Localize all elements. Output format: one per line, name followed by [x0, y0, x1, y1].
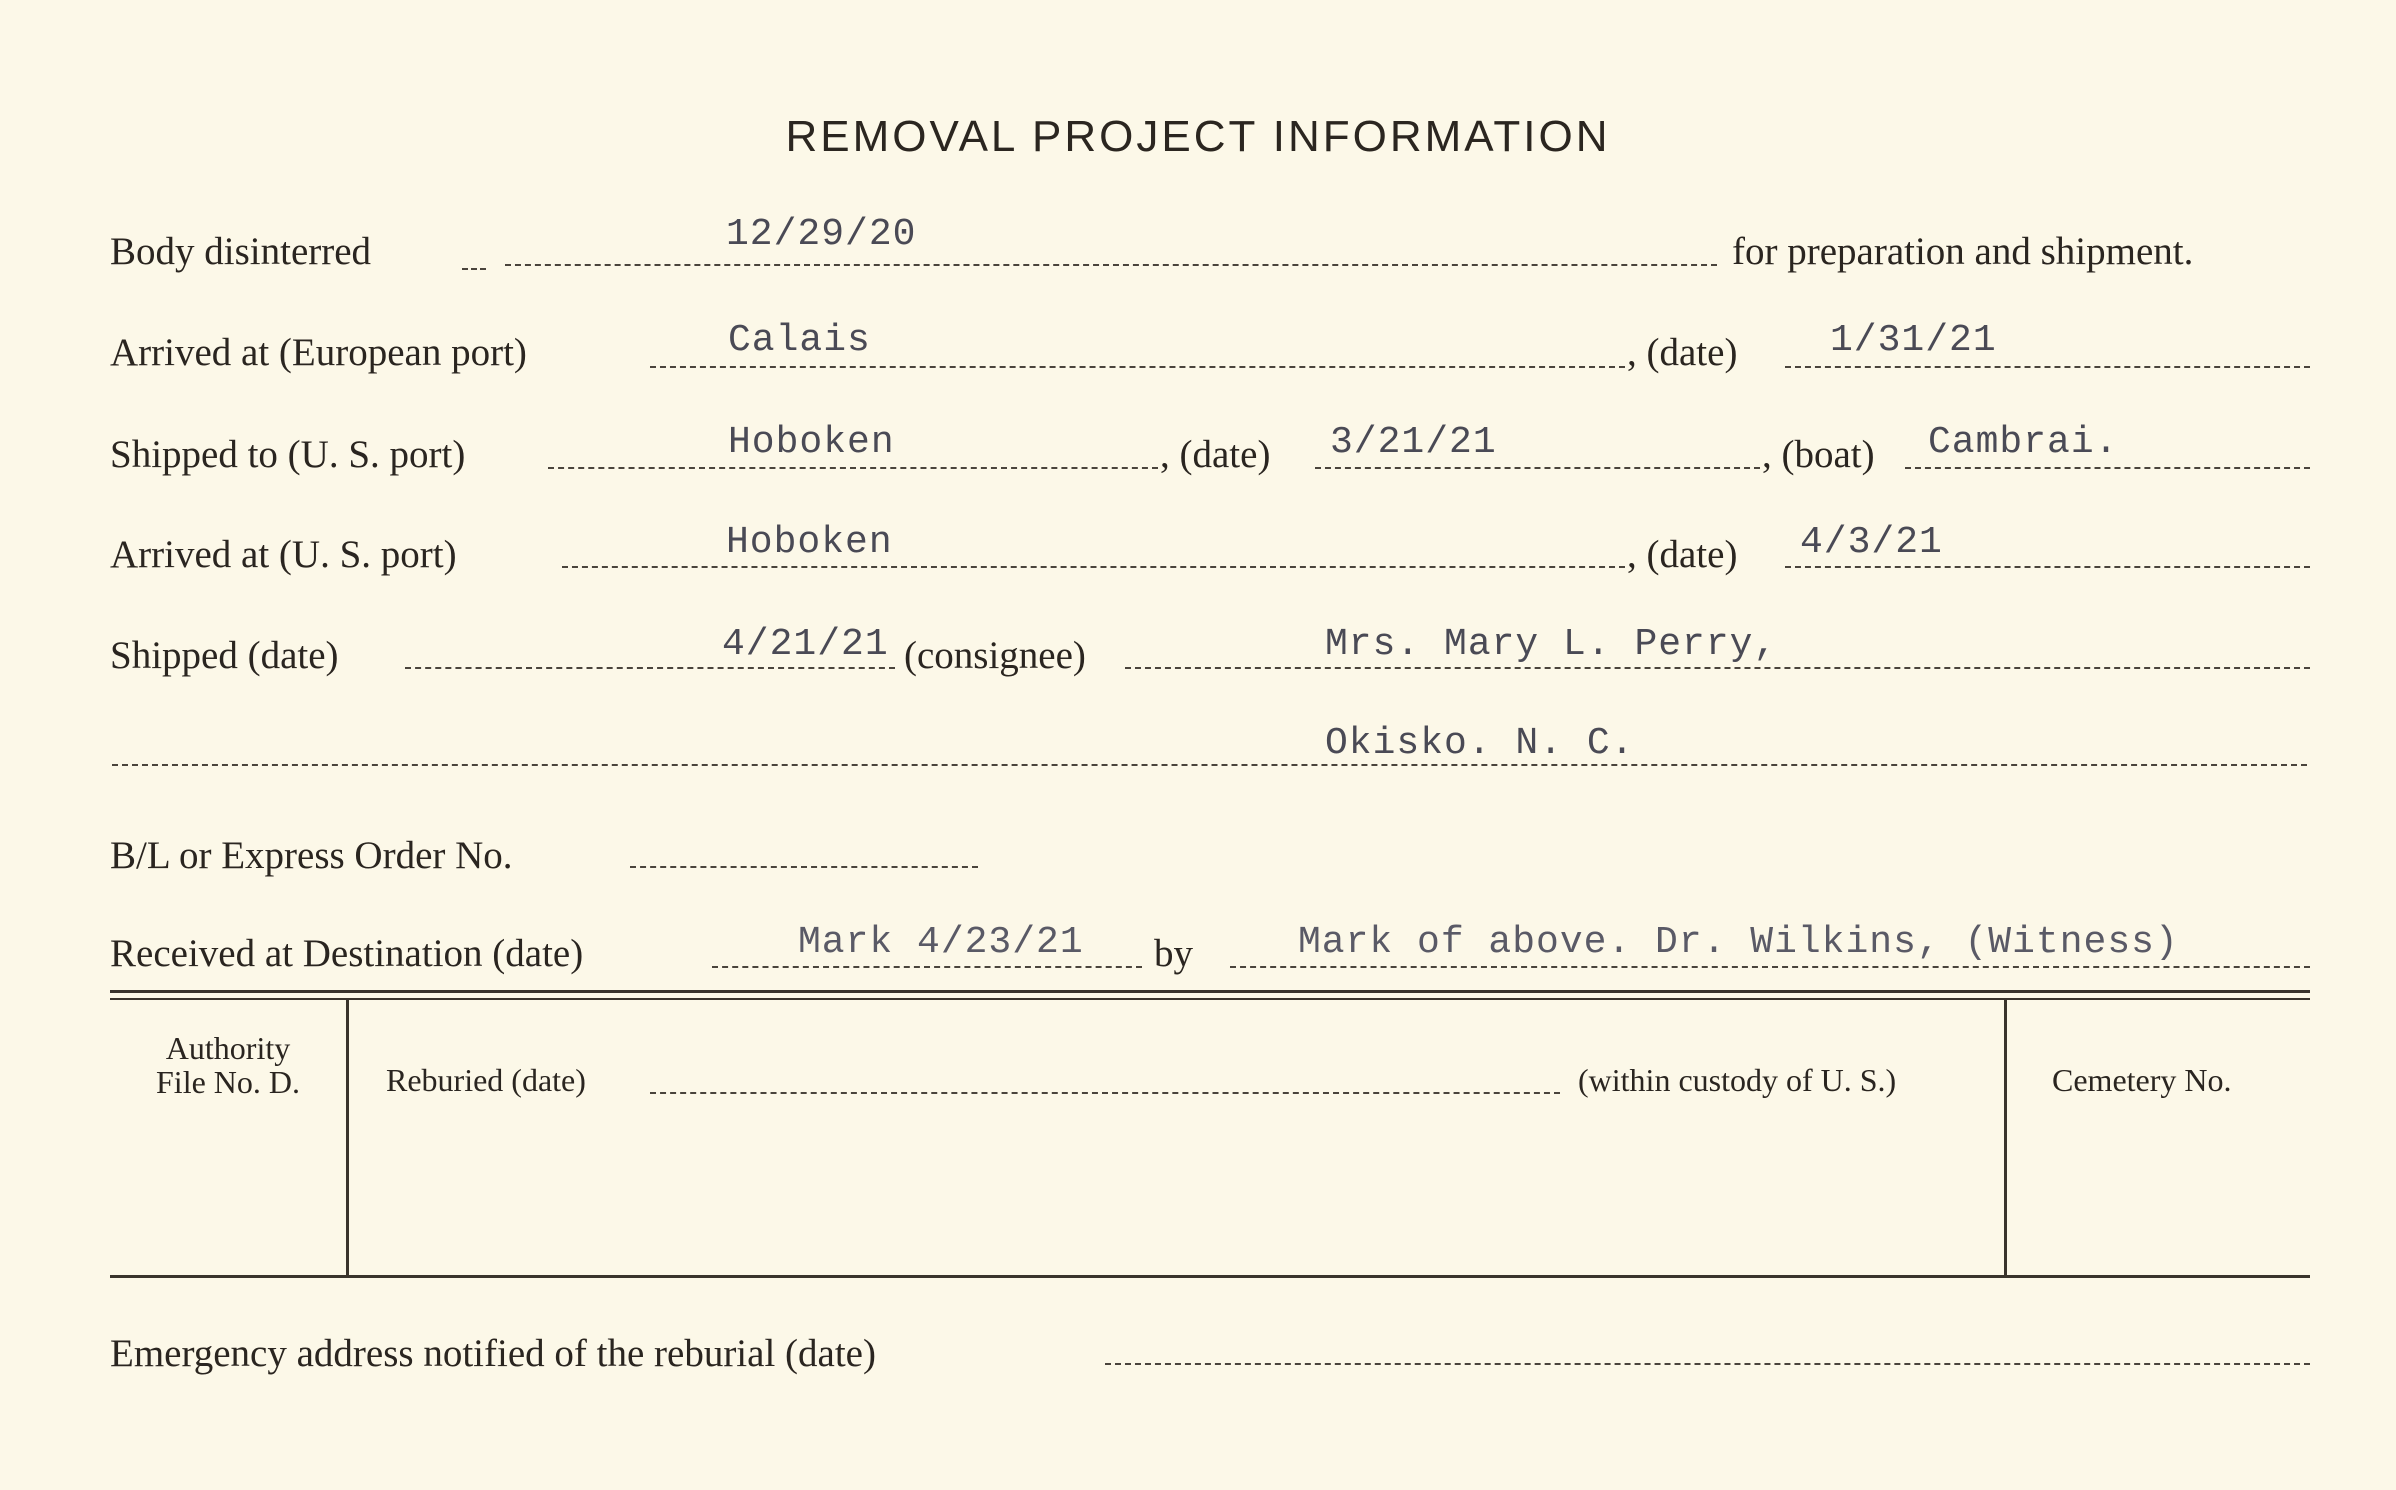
disinterred-date: 12/29/20	[726, 213, 917, 256]
shipped-to-label: Shipped to (U. S. port)	[110, 433, 466, 476]
us-port-line	[562, 566, 1625, 568]
reburied-line	[650, 1092, 1560, 1094]
disinterred-line	[505, 264, 1717, 266]
consignee-label: (consignee)	[904, 634, 1086, 677]
consignee-line	[1125, 667, 2310, 669]
us-port-value: Hoboken	[726, 521, 893, 564]
disinterred-suffix: for preparation and shipment.	[1732, 230, 2194, 273]
european-port-date-line	[1785, 366, 2310, 368]
received-line	[712, 966, 1142, 968]
shipped-to-boat-label: , (boat)	[1762, 433, 1875, 476]
card-title: REMOVAL PROJECT INFORMATION	[785, 112, 1611, 161]
shipped-line	[405, 667, 895, 669]
shipped-to-date-label: , (date)	[1160, 433, 1271, 476]
consignee-address: Okisko. N. C.	[1325, 722, 1635, 765]
european-port-line	[650, 366, 1625, 368]
order-line	[630, 866, 978, 868]
address-line	[112, 764, 2307, 766]
authority-label: Authority	[165, 1030, 291, 1066]
custody-label: (within custody of U. S.)	[1578, 1062, 1897, 1098]
emergency-line	[1105, 1363, 2310, 1365]
european-port-date-label: , (date)	[1627, 331, 1738, 374]
european-port-date: 1/31/21	[1830, 319, 1997, 362]
box-left-divider	[346, 1000, 349, 1275]
received-by-label: by	[1154, 932, 1193, 975]
shipped-to-boat-line	[1905, 467, 2310, 469]
shipped-to-date: 3/21/21	[1330, 421, 1497, 464]
disinterred-label: Body disinterred	[110, 230, 372, 273]
box-top-rule-2	[110, 998, 2310, 1000]
us-port-date: 4/3/21	[1800, 521, 1943, 564]
order-label: B/L or Express Order No.	[110, 834, 513, 877]
shipped-to-date-line	[1315, 467, 1760, 469]
us-port-date-line	[1785, 566, 2310, 568]
shipped-to-line	[548, 467, 1158, 469]
shipped-label: Shipped (date)	[110, 634, 339, 677]
box-top-rule	[110, 990, 2310, 993]
file-number-label: File No. D.	[156, 1064, 300, 1100]
us-port-label: Arrived at (U. S. port)	[110, 533, 457, 576]
received-label: Received at Destination (date)	[110, 932, 584, 975]
consignee-name: Mrs. Mary L. Perry,	[1325, 623, 1778, 666]
disinterred-leader	[462, 268, 486, 270]
emergency-label: Emergency address notified of the reburial (date)	[110, 1332, 876, 1375]
received-by-line	[1230, 966, 2310, 968]
us-port-date-label: , (date)	[1627, 533, 1738, 576]
received-date: Mark 4/23/21	[798, 921, 1084, 964]
cemetery-number-label: Cemetery No.	[2052, 1062, 2232, 1098]
received-by-value: Mark of above. Dr. Wilkins, (Witness)	[1298, 921, 2179, 964]
shipped-date: 4/21/21	[722, 623, 889, 666]
box-right-divider	[2004, 1000, 2007, 1275]
european-port-value: Calais	[728, 319, 871, 362]
box-bottom-rule	[110, 1275, 2310, 1278]
shipped-to-port: Hoboken	[728, 421, 895, 464]
reburied-label: Reburied (date)	[386, 1062, 586, 1098]
european-port-label: Arrived at (European port)	[110, 331, 527, 374]
shipped-to-boat: Cambrai.	[1928, 421, 2119, 464]
